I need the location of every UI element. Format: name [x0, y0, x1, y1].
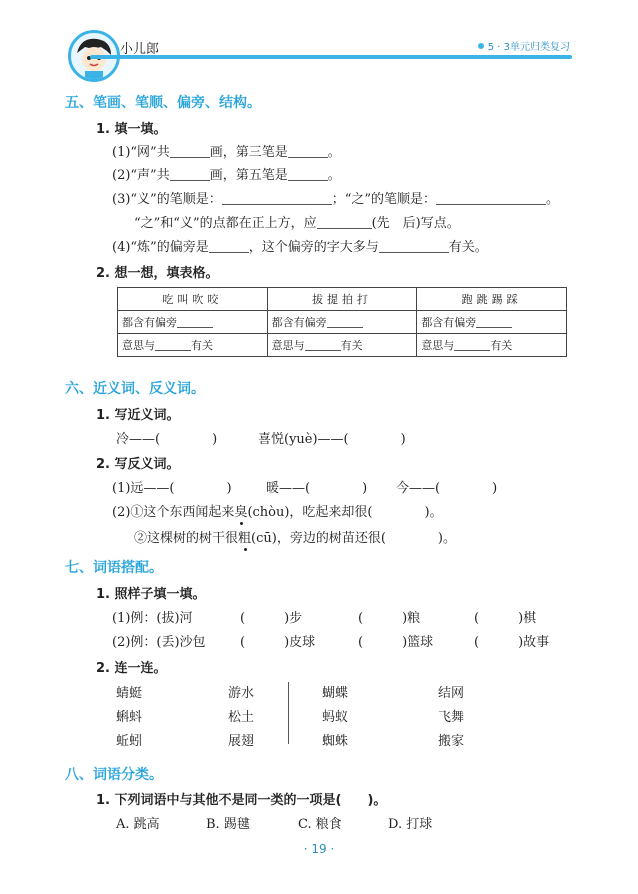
option-b[interactable]: B. 踢毽	[206, 817, 250, 832]
synonym-2: 喜悦(yuè)——( )	[258, 432, 406, 447]
answer-blank[interactable]	[170, 144, 210, 158]
antonym-sentence-1	[112, 501, 443, 520]
table-row	[118, 311, 567, 334]
text: 意思与	[421, 339, 455, 352]
synonym-1: 冷——( )	[116, 432, 218, 447]
match-item[interactable]: 游水	[228, 686, 255, 701]
radical-table	[117, 287, 567, 357]
option-d[interactable]: D. 打球	[388, 817, 433, 832]
table-cell	[267, 334, 417, 357]
text: 。	[546, 192, 560, 207]
match-item[interactable]: 飞舞	[438, 710, 465, 725]
pair-r2-c4: ( )故事	[474, 635, 550, 650]
match-item[interactable]: 蜘蛛	[322, 734, 349, 749]
section-7-title: 七、词语搭配。	[65, 560, 163, 576]
pair-r2-c2: ( )皮球	[240, 635, 316, 650]
table-cell	[118, 311, 268, 334]
text: 都含有偏旁	[421, 316, 477, 329]
emphasized-char: 粗	[238, 531, 252, 546]
text: 画，第五笔是	[209, 168, 288, 183]
header-bar	[90, 55, 572, 59]
option-a[interactable]: A. 跳高	[116, 817, 160, 832]
match-item[interactable]: 搬家	[438, 734, 465, 749]
text: (1)“网”共	[112, 145, 170, 160]
unit-text: 5 · 3单元归类复习	[487, 42, 570, 53]
text: “之”和“义”的点都在正上方，应	[134, 216, 317, 231]
divider	[288, 682, 289, 744]
text: 画，第三笔是	[209, 145, 288, 160]
antonym-3: 今——( )	[396, 481, 498, 496]
table-cell	[267, 311, 417, 334]
s5-line4	[134, 212, 460, 231]
answer-blank[interactable]	[327, 317, 363, 328]
pair-r1-c1: (1)例：(拔)河	[112, 611, 193, 626]
answer-blank[interactable]	[288, 144, 328, 158]
text: ，这个偏旁的字大多与	[248, 240, 379, 255]
dot-icon	[478, 43, 484, 49]
pair-r1-c3: ( )粮	[358, 611, 421, 626]
answer-blank[interactable]	[436, 191, 546, 205]
text: (3)“义”的笔顺是：	[112, 192, 222, 207]
answer-blank[interactable]	[209, 239, 249, 253]
text: 意思与	[122, 339, 155, 352]
s8-q1: 1. 下列词语中与其他不是同一类的一项是( )。	[96, 793, 387, 808]
pair-r2-c3: ( )篮球	[358, 635, 434, 650]
text: 。	[327, 168, 341, 183]
answer-blank[interactable]	[155, 340, 191, 351]
s5-q1: 1. 填一填。	[96, 122, 167, 137]
s5-line2	[112, 164, 341, 183]
text: 意思与	[271, 339, 305, 352]
answer-blank[interactable]	[222, 191, 332, 205]
text: 都含有偏旁	[122, 316, 177, 329]
match-item[interactable]: 蜻蜓	[116, 686, 143, 701]
table-header-cell: 拔提拍打	[267, 288, 417, 311]
answer-blank[interactable]	[379, 239, 449, 253]
text: 有关	[490, 339, 513, 352]
antonym-1: (1)远——( )	[112, 481, 232, 496]
text: (4)“炼”的偏旁是	[112, 240, 209, 255]
text: 有关。	[448, 240, 488, 255]
answer-blank[interactable]	[317, 215, 372, 229]
answer-blank[interactable]	[288, 167, 328, 181]
s5-q2: 2. 想一想，填表格。	[96, 266, 219, 281]
section-6-title: 六、近义词、反义词。	[65, 381, 205, 397]
emphasized-char: 臭	[234, 505, 248, 520]
match-item[interactable]: 蝴蝶	[322, 686, 349, 701]
pair-r2-c1: (2)例：(丢)沙包	[112, 635, 206, 650]
match-item[interactable]: 结网	[438, 686, 465, 701]
s5-line1	[112, 141, 341, 160]
table-header-cell: 吃叫吹咬	[118, 288, 268, 311]
match-item[interactable]: 蚯蚓	[116, 734, 143, 749]
match-item[interactable]: 蝌蚪	[116, 710, 143, 725]
table-row	[118, 334, 567, 357]
text: 都含有偏旁	[271, 316, 327, 329]
unit-label	[478, 38, 570, 53]
text: 有关	[340, 339, 363, 352]
antonym-2: 暖——( )	[266, 481, 368, 496]
text: ；“之”的笔顺是：	[331, 192, 437, 207]
option-c[interactable]: C. 粮食	[298, 817, 342, 832]
match-item[interactable]: 蚂蚁	[322, 710, 349, 725]
s7-q2: 2. 连一连。	[96, 661, 167, 676]
table-cell	[417, 334, 567, 357]
text: ②这棵树的树干很	[134, 531, 239, 546]
answer-blank[interactable]	[170, 167, 210, 181]
table-header-cell: 跑跳踢踩	[417, 288, 567, 311]
answer-blank[interactable]	[476, 317, 512, 328]
section-5-title: 五、笔画、笔顺、偏旁、结构。	[65, 95, 261, 111]
s7-q1: 1. 照样子填一填。	[96, 587, 206, 602]
answer-blank[interactable]	[305, 340, 341, 351]
text: (cū)，旁边的树苗还很( )。	[251, 531, 456, 546]
brand-name: 小儿郎	[120, 42, 160, 57]
match-item[interactable]: 松土	[228, 710, 255, 725]
s5-line3	[112, 188, 559, 207]
pair-r1-c2: ( )步	[240, 611, 303, 626]
text: 。	[327, 145, 341, 160]
antonym-sentence-2	[134, 527, 456, 546]
text: (2)“声”共	[112, 168, 170, 183]
answer-blank[interactable]	[177, 317, 213, 328]
s6-q2: 2. 写反义词。	[96, 457, 180, 472]
text: (先 后)写点。	[371, 216, 460, 231]
table-cell	[417, 311, 567, 334]
match-item[interactable]: 展翅	[228, 734, 255, 749]
page-number: · 19 ·	[303, 842, 335, 856]
text: (2)①这个东西闻起来	[112, 505, 235, 520]
pair-r1-c4: ( )棋	[474, 611, 537, 626]
table-header-row	[118, 288, 567, 311]
section-8-title: 八、词语分类。	[65, 767, 163, 783]
text: 有关	[191, 339, 213, 352]
text: (chòu)，吃起来却很( )。	[247, 505, 443, 520]
answer-blank[interactable]	[454, 340, 490, 351]
table-cell	[118, 334, 268, 357]
s5-line5	[112, 236, 488, 255]
s6-q1: 1. 写近义词。	[96, 408, 180, 423]
